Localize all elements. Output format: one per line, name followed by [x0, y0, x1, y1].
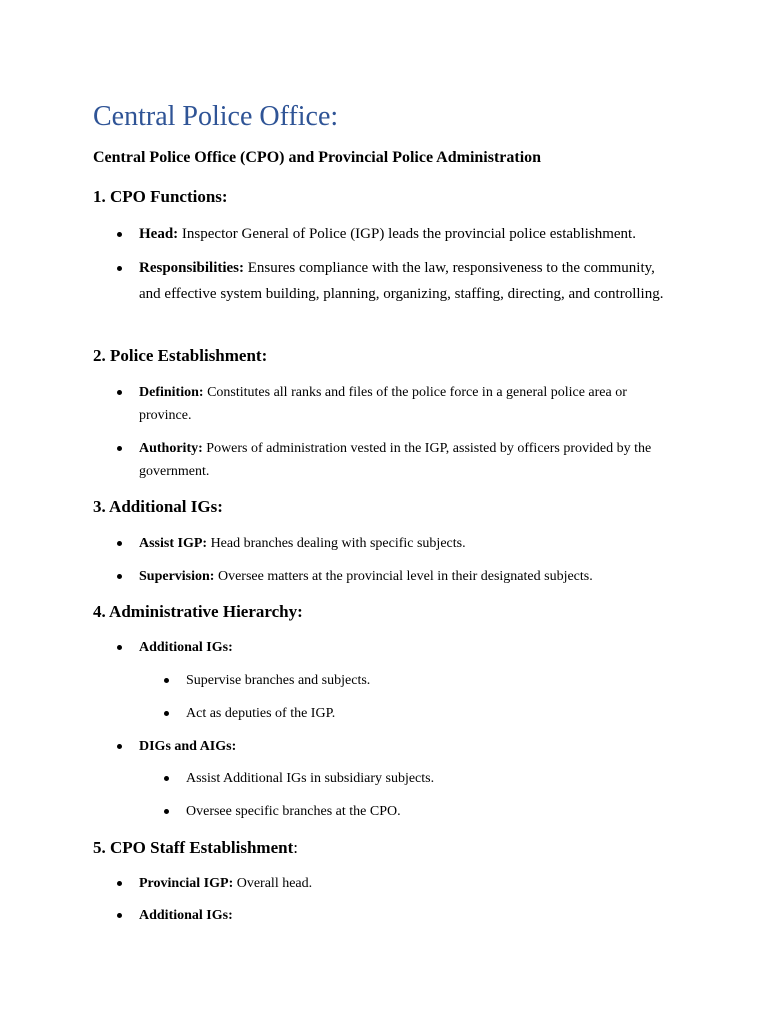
item-text: Overall head. [233, 876, 313, 891]
item-text: Oversee matters at the provincial level in their designated subjects. [214, 569, 593, 584]
item-text: Powers of administration vested in the IGP, assisted by officers provided by the government. [139, 441, 652, 479]
section-heading-cpo-staff-establishment [93, 837, 298, 859]
item-text: Inspector General of Police (IGP) leads the provincial police establishment. [178, 226, 636, 242]
item-text: Constitutes all ranks and files of the police force in a general police area or province. [139, 385, 627, 423]
item-label: Provincial IGP: [139, 876, 234, 891]
list-item [139, 872, 679, 895]
item-text: Supervise branches and subjects. [186, 673, 371, 688]
list-item [139, 565, 679, 588]
list-item [139, 904, 679, 927]
item-label: Assist IGP: [139, 536, 208, 551]
section-heading-additional-igs: 3. Additional IGs: [93, 497, 223, 516]
heading-text: 5. CPO Staff Establishment [93, 838, 294, 857]
item-label: Responsibilities: [139, 260, 245, 276]
list-item [139, 222, 679, 248]
item-label: Head: [139, 226, 179, 242]
item-label: Supervision: [139, 569, 215, 584]
item-label: Definition: [139, 385, 204, 400]
list-item [139, 735, 679, 758]
section-heading-administrative-hierarchy: 4. Administrative Hierarchy: [93, 602, 303, 621]
list-item [139, 256, 679, 307]
item-text: Act as deputies of the IGP. [186, 706, 336, 721]
page-title: Central Police Office: [93, 101, 339, 132]
sub-list-item [186, 702, 666, 725]
sub-list-item [186, 800, 666, 823]
list-item [139, 532, 679, 555]
item-label: Additional IGs: [139, 640, 233, 655]
item-text: Head branches dealing with specific subjects. [207, 536, 466, 551]
item-text: Assist Additional IGs in subsidiary subjects. [186, 771, 435, 786]
document-subtitle: Central Police Office (CPO) and Provincial Police Administration [93, 149, 542, 166]
section-heading-police-establishment: 2. Police Establishment: [93, 346, 268, 365]
section-heading-cpo-functions: 1. CPO Functions: [93, 187, 228, 206]
list-item [139, 381, 679, 427]
sub-list-item [186, 767, 666, 790]
item-text: Oversee specific branches at the CPO. [186, 804, 401, 819]
heading-suffix: : [293, 838, 298, 857]
item-label: Authority: [139, 441, 203, 456]
item-text: Ensures compliance with the law, responsiveness to the community, and effective system building, planning, organizing, staffing, directing, and controlling. [139, 260, 664, 302]
item-label: DIGs and AIGs: [139, 739, 237, 754]
list-item [139, 437, 679, 483]
item-label: Additional IGs: [139, 908, 233, 923]
list-item [139, 636, 679, 659]
sub-list-item [186, 669, 666, 692]
